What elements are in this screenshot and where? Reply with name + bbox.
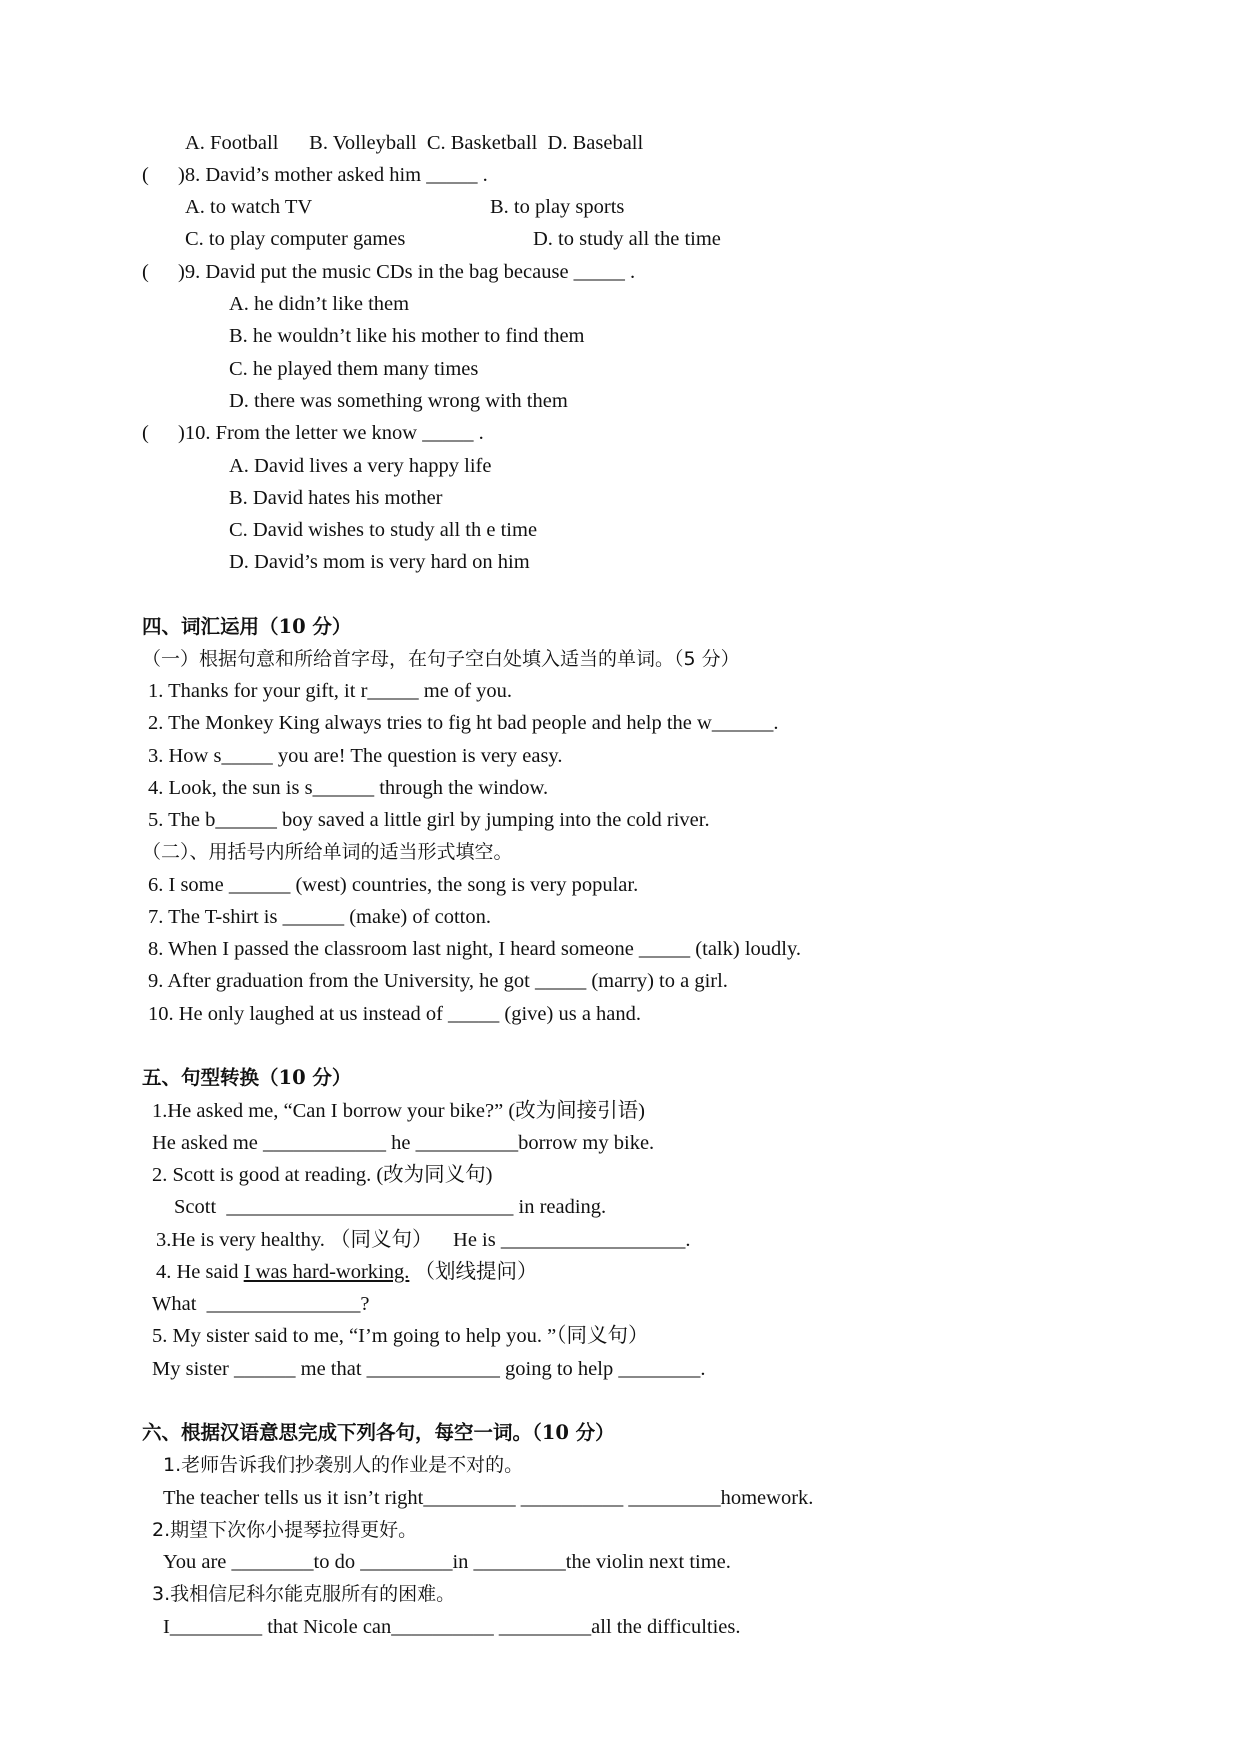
transform-q2: 2. Scott is good at reading. (改为同义句) <box>152 1164 493 1186</box>
answer-paren[interactable]: ( <box>142 261 149 283</box>
q8-option-d: D. to study all the time <box>533 228 721 250</box>
q10-option-c: C. David wishes to study all th e time <box>229 519 538 541</box>
transform-q1: 1.He asked me, “Can I borrow your bike?” (改为间接引语) <box>152 1100 646 1122</box>
word-form-item: 7. The T-shirt is ______ (make) of cotton. <box>148 906 491 928</box>
translate-q1-en: The teacher tells us it isn’t right_________ __________ _________homework. <box>163 1487 814 1509</box>
transform-q5-answer: My sister ______ me that _____________ going to help ________. <box>152 1358 706 1380</box>
section4-part2-title: （二）、用括号内所给单词的适当形式填空。 <box>142 841 513 863</box>
section4-title: 四、词汇运用（10 分） <box>142 615 352 638</box>
transform-q2-answer: Scott ____________________________ in reading. <box>174 1196 607 1218</box>
answer-paren[interactable]: ( <box>142 164 149 186</box>
transform-q1-answer: He asked me ____________ he __________borrow my bike. <box>152 1132 655 1154</box>
translate-q2-cn: 2.期望下次你小提琴拉得更好。 <box>152 1519 418 1541</box>
word-form-item: 6. I some ______ (west) countries, the song is very popular. <box>148 874 639 896</box>
word-form-item: 8. When I passed the classroom last night, I heard someone _____ (talk) loudly. <box>148 938 802 960</box>
transform-q4 <box>156 1259 537 1285</box>
vocab-item: 3. How s_____ you are! The question is very easy. <box>148 745 563 767</box>
translate-q1-cn: 1.老师告诉我们抄袭别人的作业是不对的。 <box>163 1454 524 1476</box>
section6-title: 六、根据汉语意思完成下列各句，每空一词。（10 分） <box>142 1421 615 1444</box>
q8-stem: )8. David’s mother asked him _____ . <box>178 164 488 186</box>
transform-q3: 3.He is very healthy. （同义句） He is __________________. <box>156 1229 691 1251</box>
translate-q3-cn: 3.我相信尼科尔能克服所有的困难。 <box>152 1583 456 1605</box>
q10-option-d: D. David’s mom is very hard on him <box>229 551 530 573</box>
q8-option-c: C. to play computer games <box>185 228 406 250</box>
q10-option-b: B. David hates his mother <box>229 487 443 509</box>
q9-option-b: B. he wouldn’t like his mother to find them <box>229 325 585 347</box>
vocab-item: 1. Thanks for your gift, it r_____ me of you. <box>148 680 513 702</box>
vocab-item: 2. The Monkey King always tries to fig ht bad people and help the w______. <box>148 712 779 734</box>
word-form-item: 10. He only laughed at us instead of _____ (give) us a hand. <box>148 1003 642 1025</box>
transform-q4-answer: What _______________? <box>152 1293 370 1315</box>
q10-option-a: A. David lives a very happy life <box>229 455 492 477</box>
q4-underlined-text: I was hard-working. <box>243 1261 410 1283</box>
answer-paren[interactable]: ( <box>142 422 149 444</box>
translate-q3-en: I_________ that Nicole can__________ _________all the difficulties. <box>163 1616 741 1638</box>
q10-stem: )10. From the letter we know _____ . <box>178 422 484 444</box>
q7-options: A. Football B. Volleyball C. Basketball D. Baseball <box>185 132 644 154</box>
transform-q5: 5. My sister said to me, “I’m going to help you. ”（同义句） <box>152 1325 649 1347</box>
q4-suffix: （划线提问） <box>409 1261 538 1283</box>
q9-stem: )9. David put the music CDs in the bag because _____ . <box>178 261 636 283</box>
q9-option-d: D. there was something wrong with them <box>229 390 568 412</box>
section5-title: 五、句型转换（10 分） <box>142 1066 352 1089</box>
q9-option-a: A. he didn’t like them <box>229 293 410 315</box>
q8-option-b: B. to play sports <box>490 196 625 218</box>
word-form-item: 9. After graduation from the University, he got _____ (marry) to a girl. <box>148 970 728 992</box>
vocab-item: 4. Look, the sun is s______ through the window. <box>148 777 549 799</box>
section4-part1-title: （一）根据句意和所给首字母，在句子空白处填入适当的单词。（5 分） <box>142 648 740 670</box>
q8-option-a: A. to watch TV <box>185 196 313 218</box>
q8-question <box>142 162 488 188</box>
vocab-item: 5. The b______ boy saved a little girl by jumping into the cold river. <box>148 809 710 831</box>
q4-prefix: 4. He said <box>156 1261 244 1283</box>
q9-option-c: C. he played them many times <box>229 358 479 380</box>
translate-q2-en: You are ________to do _________in _________the violin next time. <box>163 1551 731 1573</box>
q9-question <box>142 259 635 285</box>
q10-question <box>142 420 484 446</box>
